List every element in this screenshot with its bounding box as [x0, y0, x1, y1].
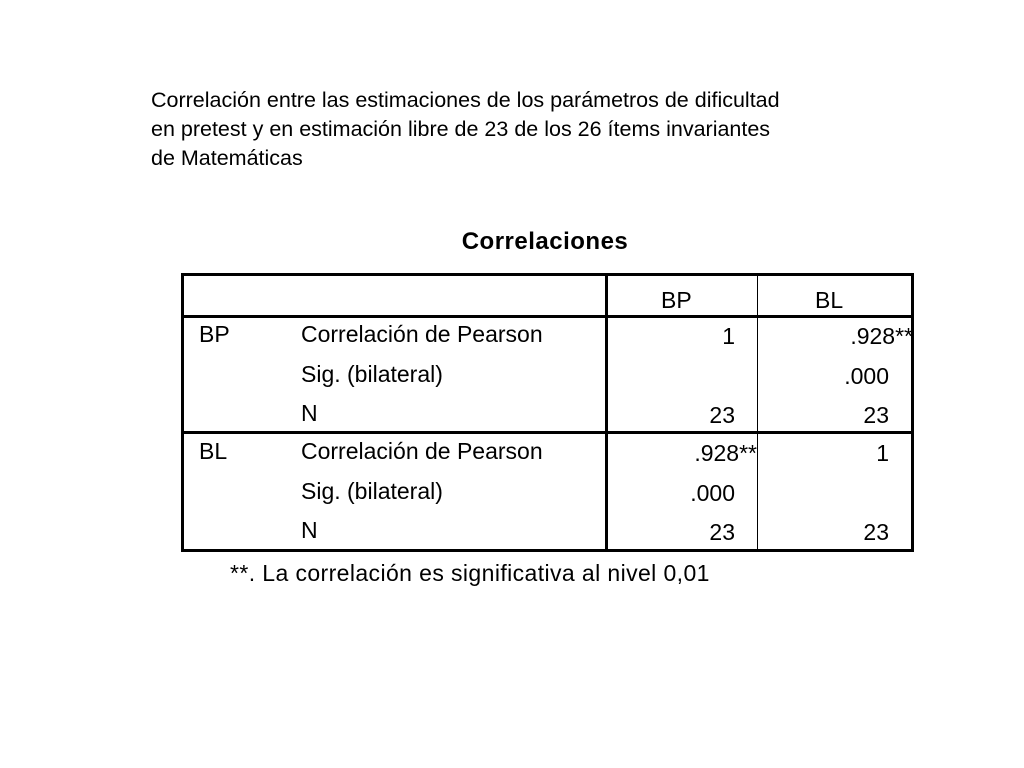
intro-line-2: en pretest y en estimación libre de 23 de los 26 ítems invariantes	[151, 117, 771, 141]
value-column-divider	[757, 273, 758, 552]
stat-label: Sig. (bilateral)	[301, 478, 443, 504]
label-value-divider	[605, 273, 608, 552]
table-footnote: **. La correlación es significativa al nivel 0,01	[230, 560, 710, 586]
value-cell: .000	[690, 480, 735, 506]
intro-line-3: de Matemáticas	[151, 146, 303, 170]
value-cell: 23	[709, 519, 735, 545]
stat-label: Correlación de Pearson	[301, 438, 543, 464]
row-group-label-bp: BP	[199, 321, 230, 347]
table-border-top	[181, 273, 914, 276]
column-header-bp: BP	[661, 287, 692, 313]
column-header-bl: BL	[815, 287, 844, 313]
value-cell: .928**	[694, 440, 757, 466]
stat-label: Correlación de Pearson	[301, 321, 543, 347]
row-group-label-bl: BL	[199, 438, 228, 464]
stat-label: N	[301, 517, 318, 543]
stat-label: Sig. (bilateral)	[301, 361, 443, 387]
header-separator	[181, 315, 914, 318]
value-cell: .000	[844, 363, 889, 389]
table-border-bottom	[181, 549, 914, 552]
value-cell: 23	[863, 402, 889, 428]
value-cell: 1	[722, 323, 735, 349]
group-separator	[181, 431, 914, 434]
stat-label: N	[301, 400, 318, 426]
intro-line-1: Correlación entre las estimaciones de los parámetros de dificultad	[151, 88, 780, 112]
value-cell: 1	[876, 440, 889, 466]
intro-text	[151, 86, 931, 173]
table-title: Correlaciones	[461, 228, 629, 255]
value-cell: 23	[709, 402, 735, 428]
value-cell: .928**	[850, 323, 913, 349]
correlations-table	[181, 273, 914, 552]
value-cell: 23	[863, 519, 889, 545]
